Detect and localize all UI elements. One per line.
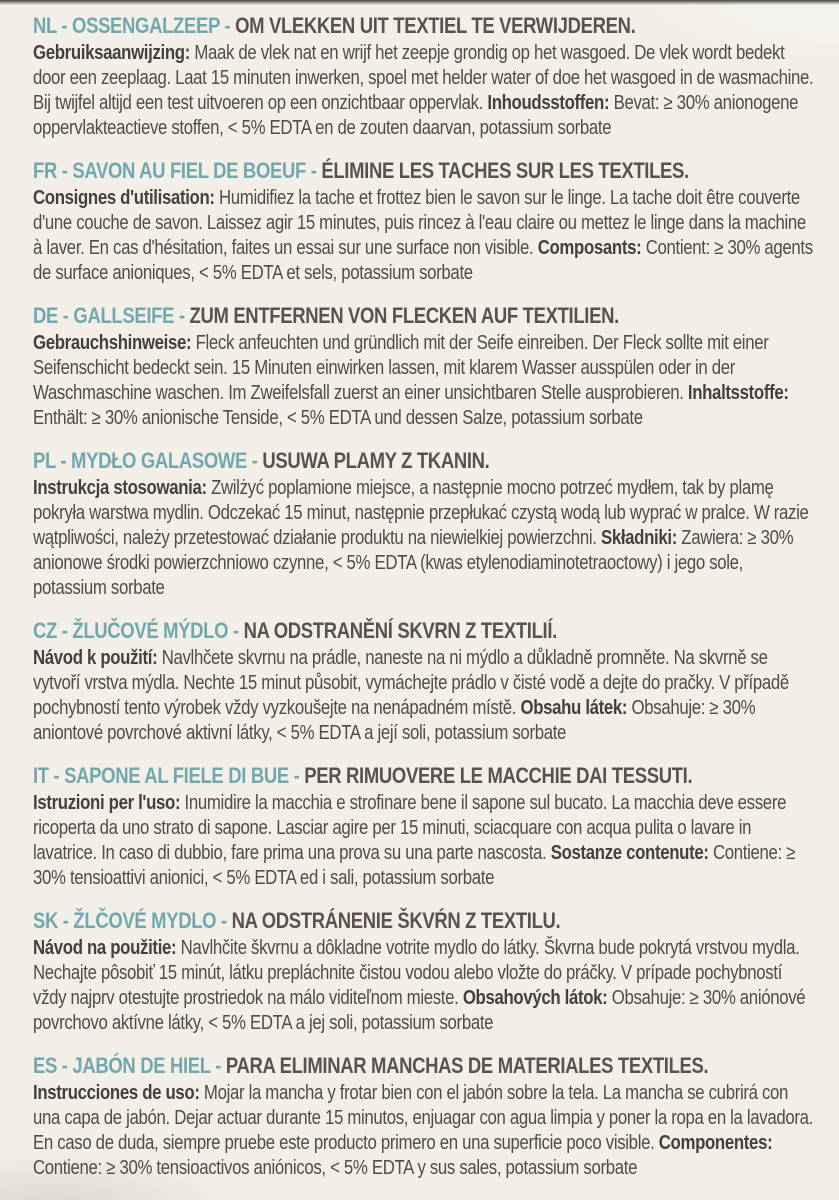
usage-label: Istruzioni per l'uso: xyxy=(33,792,181,814)
ingredients-text: Enthält: ≥ 30% anionische Tenside, < 5% EDTA und dessen Salze, potassium sorbate xyxy=(33,407,643,429)
ingredients-text: Zawiera: ≥ 30% anionowe środki powierzchniowo czynne, < 5% EDTA (kwas etylenodiaminotetraoctowy) i jego sole, potassium sorbate xyxy=(33,527,794,599)
ingredients-label: Componentes: xyxy=(658,1132,773,1154)
section-heading xyxy=(33,13,819,39)
section-body xyxy=(33,476,819,601)
heading-claim: PARA ELIMINAR MANCHAS DE MATERIALES TEXTILES. xyxy=(225,1053,709,1078)
section-body xyxy=(33,936,819,1036)
section-sk xyxy=(33,908,819,1036)
heading-claim: USUWA PLAMY Z TKANIN. xyxy=(262,448,490,473)
heading-lead: SK - ŽLČOVÉ MYDLO - xyxy=(33,908,232,933)
usage-text: Zwilżyć poplamione miejsce, a następnie mocno potrzeć mydłem, tak by plamę pokryła warstwa mydlin. Odczekać 15 minut, następnie przepłukać czystą wodą lub wyprać w pralce. W razie wątpliwości, należy przetestować działanie produktu na niewielkiej powierzchni. xyxy=(33,477,809,549)
heading-lead: PL - MYDŁO GALASOWE - xyxy=(33,448,263,473)
ingredients-text: Contient: ≥ 30% agents de surface anioniques, < 5% EDTA et sels, potassium sorbate xyxy=(33,237,813,284)
usage-label: Gebrauchshinweise: xyxy=(33,332,192,354)
section-heading xyxy=(33,618,819,644)
section-body xyxy=(33,186,819,286)
usage-text: Navlhčete skvrnu na prádle, naneste na ni mýdlo a důkladně promněte. Na skvrně se vytvoří vrstva mýdla. Nechte 15 minut působit, vymáchejte prádlo v čisté vodě a dejte do pračky. V případě pochybností tento výrobek vždy vyzkoušejte na nenápadném místě. xyxy=(33,647,789,719)
section-heading xyxy=(33,158,819,184)
section-body xyxy=(33,41,819,141)
label-text-block xyxy=(33,13,819,1181)
section-heading xyxy=(33,1053,819,1079)
ingredients-label: Composants: xyxy=(537,237,642,259)
section-cz xyxy=(33,618,819,746)
ingredients-text: Bevat: ≥ 30% anionogene oppervlakteactieve stoffen, < 5% EDTA en de zouten daarvan, potassium sorbate xyxy=(33,92,799,139)
section-es xyxy=(33,1053,819,1181)
heading-lead: ES - JABÓN DE HIEL - xyxy=(33,1053,226,1078)
section-body xyxy=(33,1081,819,1181)
ingredients-label: Obsahových látok: xyxy=(462,987,608,1009)
heading-claim: NA ODSTRÁNENIE ŠKVŔN Z TEXTILU. xyxy=(231,908,561,933)
ingredients-label: Inhoudsstoffen: xyxy=(487,92,610,114)
section-body xyxy=(33,791,819,891)
ingredients-label: Inhaltsstoffe: xyxy=(687,382,789,404)
section-pl xyxy=(33,448,819,601)
section-heading xyxy=(33,303,819,329)
ingredients-text: Contiene: ≥ 30% tensioattivi anionici, < 5% EDTA ed i sali, potassium sorbate xyxy=(33,842,796,889)
usage-text: Navlhčite škvrnu a dôkladne votrite mydlo do látky. Škvrna bude pokrytá vrstvou mydla. Nechajte pôsobiť 15 minút, látku prepláchnite čistou vodou alebo vložte do práčky. V prípade pochybností vždy najprv otestujte prostriedok na málo viditeľnom mieste. xyxy=(33,937,800,1009)
usage-label: Návod k použití: xyxy=(33,647,158,669)
usage-label: Instrucciones de uso: xyxy=(33,1082,200,1104)
usage-label: Instrukcja stosowania: xyxy=(33,477,207,499)
usage-text: Maak de vlek nat en wrijf het zeepje grondig op het wasgoed. De vlek wordt bedekt door een zeeplaag. Laat 15 minuten inwerken, spoel met helder water of doe het wasgoed in de wasmachine. Bij twijfel altijd een test uitvoeren op een onzichtbaar oppervlak. xyxy=(33,42,814,114)
section-heading xyxy=(33,763,819,789)
section-fr xyxy=(33,158,819,286)
section-nl xyxy=(33,13,819,141)
heading-lead: IT - SAPONE AL FIELE DI BUE - xyxy=(33,763,305,788)
usage-label: Gebruiksaanwijzing: xyxy=(33,42,190,64)
heading-claim: ÉLIMINE LES TACHES SUR LES TEXTILES. xyxy=(321,158,689,183)
ingredients-text: Contiene: ≥ 30% tensioactivos aniónicos, < 5% EDTA y sus sales, potassium sorbate xyxy=(33,1157,638,1179)
ingredients-text: Obsahuje: ≥ 30% aniónové povrchovo aktívne látky, < 5% EDTA a jej soli, potassium sorbate xyxy=(33,987,806,1034)
usage-label: Návod na použitie: xyxy=(33,937,177,959)
heading-lead: DE - GALLSEIFE - xyxy=(33,303,190,328)
heading-lead: FR - SAVON AU FIEL DE BOEUF - xyxy=(33,158,322,183)
usage-label: Consignes d'utilisation: xyxy=(33,187,215,209)
section-heading xyxy=(33,448,819,474)
ingredients-text: Obsahuje: ≥ 30% aniontové povrchové aktivní látky, < 5% EDTA a její soli, potassium sorbate xyxy=(33,697,756,744)
ingredients-label: Składniki: xyxy=(600,527,677,549)
section-heading xyxy=(33,908,819,934)
usage-text: Mojar la mancha y frotar bien con el jabón sobre la tela. La mancha se cubrirá con una capa de jabón. Dejar actuar durante 15 minutos, enjuagar con agua limpia y poner la ropa en la lavadora. En caso de duda, siempre pruebe este producto primero en una superficie poco visible. xyxy=(33,1082,813,1154)
heading-lead: CZ - ŽLUČOVÉ MÝDLO - xyxy=(33,618,244,643)
heading-claim: PER RIMUOVERE LE MACCHIE DAI TESSUTI. xyxy=(304,763,693,788)
usage-text: Inumidire la macchia e strofinare bene il sapone sul bucato. La macchia deve essere ricoperta da uno strato di sapone. Lasciar agire per 15 minuti, sciacquare con acqua pulita o lavare in lavatrice. In caso di dubbio, fare prima una prova su una parte nascosta. xyxy=(33,792,787,864)
ingredients-label: Sostanze contenute: xyxy=(550,842,709,864)
section-it xyxy=(33,763,819,891)
section-body xyxy=(33,646,819,746)
heading-claim: NA ODSTRANĚNÍ SKVRN Z TEXTILIÍ. xyxy=(243,618,557,643)
usage-text: Fleck anfeuchten und gründlich mit der Seife einreiben. Der Fleck sollte mit einer Seifenschicht bedeckt sein. 15 Minuten einwirken lassen, mit klarem Wasser ausspülen oder in der Waschmaschine waschen. Im Zweifelsfall zuerst an einer unsichtbaren Stelle ausprobieren. xyxy=(33,332,769,404)
ingredients-label: Obsahu látek: xyxy=(520,697,628,719)
section-de xyxy=(33,303,819,431)
heading-claim: OM VLEKKEN UIT TEXTIEL TE VERWIJDEREN. xyxy=(235,13,636,38)
section-body xyxy=(33,331,819,431)
heading-claim: ZUM ENTFERNEN VON FLECKEN AUF TEXTILIEN. xyxy=(189,303,619,328)
usage-text: Humidifiez la tache et frottez bien le savon sur le linge. La tache doit être couverte d'une couche de savon. Laissez agir 15 minutes, puis rincez à l'eau claire ou mettez le linge dans la machine à laver. En cas d'hésitation, faites un essai sur une surface non visible. xyxy=(33,187,806,259)
heading-lead: NL - OSSENGALZEEP - xyxy=(33,13,236,38)
